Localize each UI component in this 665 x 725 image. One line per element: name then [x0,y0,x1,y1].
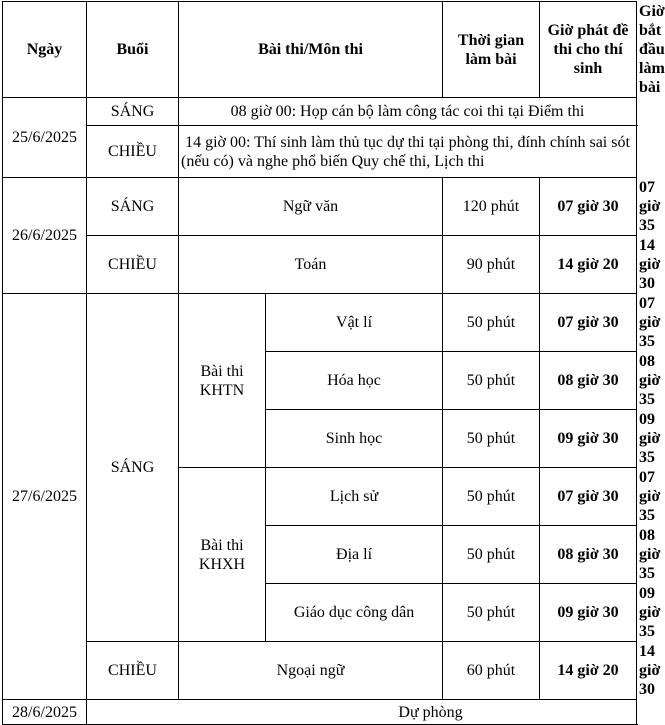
subject-cell: Vật lí [266,294,443,352]
distribute-time-cell: 08 giờ 30 [540,526,637,584]
group-cell-khtn: Bài thi KHTN [179,294,266,468]
distribute-time-cell: 14 giờ 20 [540,642,637,700]
subject-cell: Hóa học [266,352,443,410]
session-cell: CHIỀU [87,126,179,178]
duration-cell: 50 phút [443,526,540,584]
table-row: Sinh học 50 phút 09 giờ 30 09 giờ 35 [3,410,637,468]
session-cell: SÁNG [87,98,179,126]
group-cell-khxh: Bài thi KHXH [179,468,266,642]
subject-cell: Sinh học [266,410,443,468]
note-cell: Dự phòng [87,700,637,725]
table-row: Giáo dục công dân 50 phút 09 giờ 30 09 giờ 35 [3,584,637,642]
table-row [3,98,637,126]
subject-cell: Toán [179,236,443,294]
duration-cell: 50 phút [443,468,540,526]
duration-cell: 50 phút [443,584,540,642]
header-date: Ngày [3,2,87,98]
date-cell: 27/6/2025 [3,294,87,700]
header-subject: Bài thi/Môn thi [179,2,443,98]
date-cell: 26/6/2025 [3,178,87,294]
subject-cell: Lịch sử [266,468,443,526]
subject-cell: Giáo dục công dân [266,584,443,642]
distribute-time-cell: 07 giờ 30 [540,178,637,236]
table-row: 27/6/2025 SÁNG Bài thi KHTN Vật lí 50 phút 07 giờ 30 07 giờ 35 [3,294,637,352]
distribute-time-cell: 14 giờ 20 [540,236,637,294]
session-cell: CHIỀU [87,236,179,294]
table-row [3,700,637,725]
header-duration: Thời gian làm bài [443,2,540,98]
distribute-time-cell: 07 giờ 30 [540,468,637,526]
duration-cell: 50 phút [443,352,540,410]
duration-cell: 50 phút [443,410,540,468]
table-row: CHIỀU Ngoại ngữ 60 phút 14 giờ 20 14 giờ 30 [3,642,637,700]
duration-cell: 60 phút [443,642,540,700]
table-row: Hóa học 50 phút 08 giờ 30 08 giờ 35 [3,352,637,410]
note-cell: 14 giờ 00: Thí sinh làm thủ tục dự thi tại phòng thi, đính chính sai sót (nếu có) và nghe phổ biến Quy chế thi, Lịch thi [179,126,637,178]
date-cell: 28/6/2025 [3,700,87,725]
header-session: Buổi [87,2,179,98]
header-distribute-time: Giờ phát đề thi cho thí sinh [540,2,637,98]
table-row: CHIỀU Toán 90 phút 14 giờ 20 14 giờ 30 [3,236,637,294]
table-row: Địa lí 50 phút 08 giờ 30 08 giờ 35 [3,526,637,584]
table-row [3,126,637,178]
subject-cell: Ngoại ngữ [179,642,443,700]
session-cell: SÁNG [87,294,179,642]
distribute-time-cell: 07 giờ 30 [540,294,637,352]
note-cell: 08 giờ 00: Họp cán bộ làm công tác coi thi tại Điểm thi [179,98,637,126]
session-cell: CHIỀU [87,642,179,700]
subject-cell: Địa lí [266,526,443,584]
table-row: 26/6/2025 SÁNG Ngữ văn 120 phút 07 giờ 30 07 giờ 35 [3,178,637,236]
distribute-time-cell: 09 giờ 30 [540,584,637,642]
date-cell: 25/6/2025 [3,98,87,178]
table-row: Bài thi KHXH Lịch sử 50 phút 07 giờ 30 07 giờ 35 [3,468,637,526]
duration-cell: 90 phút [443,236,540,294]
duration-cell: 50 phút [443,294,540,352]
header-row: Ngày Buổi Bài thi/Môn thi Thời gian làm bài Giờ phát đề thi cho thí sinh Giờ bắt đầu làm bài [3,2,637,98]
duration-cell: 120 phút [443,178,540,236]
exam-schedule-table [2,1,665,725]
subject-cell: Ngữ văn [179,178,443,236]
session-cell: SÁNG [87,178,179,236]
distribute-time-cell: 09 giờ 30 [540,410,637,468]
distribute-time-cell: 08 giờ 30 [540,352,637,410]
